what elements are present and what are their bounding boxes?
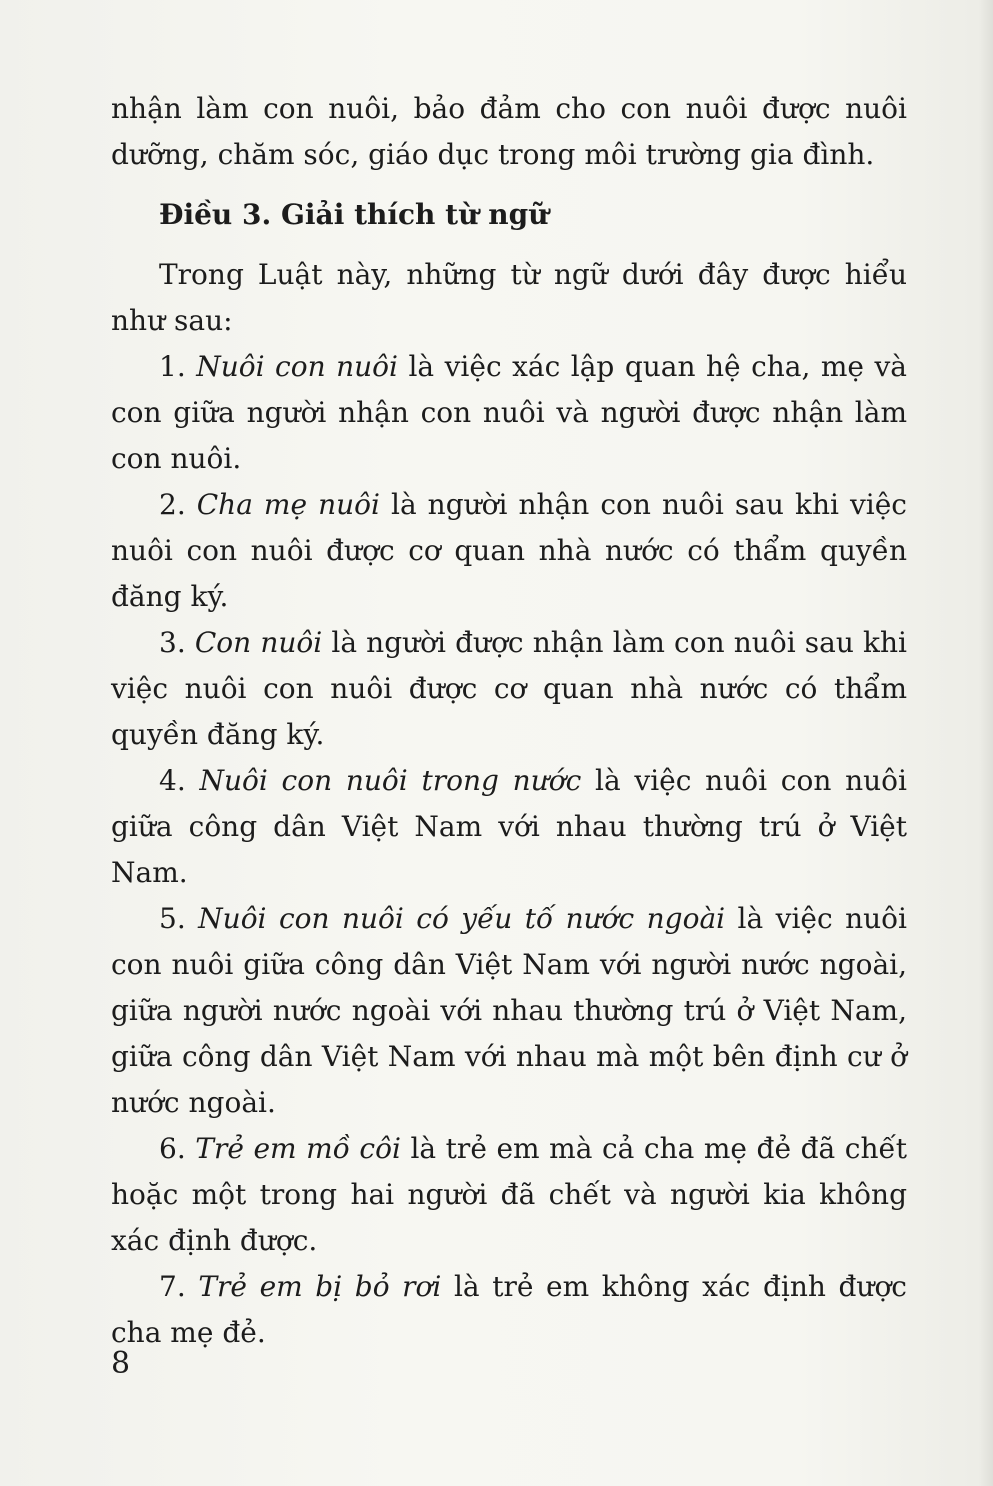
item-number: 4.	[159, 764, 200, 797]
definition-text: là người được nhận làm con nuôi sau khi việc nuôi con nuôi được cơ quan nhà nước có thẩm quyền đăng ký.	[111, 626, 908, 751]
definition-item	[111, 896, 907, 1126]
definition-item	[111, 1264, 907, 1356]
item-number: 3.	[159, 626, 195, 659]
defined-term: Cha mẹ nuôi	[196, 488, 380, 521]
defined-term: Trẻ em mồ côi	[195, 1132, 401, 1165]
definition-item	[111, 620, 907, 758]
defined-term: Trẻ em bị bỏ rơi	[198, 1270, 442, 1303]
definition-text: là trẻ em không xác định được cha mẹ đẻ.	[111, 1270, 907, 1349]
defined-term: Con nuôi	[194, 626, 323, 659]
definition-item	[111, 482, 907, 620]
defined-term: Nuôi con nuôi có yếu tố nước ngoài	[198, 902, 726, 935]
definition-item	[111, 344, 907, 482]
lead-paragraph: Trong Luật này, những từ ngữ dưới đây được hiểu như sau:	[111, 258, 907, 337]
definition-text: là người nhận con nuôi sau khi việc nuôi con nuôi được cơ quan nhà nước có thẩm quyền đăng ký.	[111, 488, 907, 613]
article-heading: Điều 3. Giải thích từ ngữ	[159, 198, 549, 231]
item-number: 5.	[159, 902, 199, 935]
item-number: 2.	[159, 488, 197, 521]
defined-term: Nuôi con nuôi	[196, 350, 398, 383]
page-number: 8	[111, 1346, 131, 1381]
page-edge-shadow	[979, 0, 993, 1486]
intro-paragraph: nhận làm con nuôi, bảo đảm cho con nuôi được nuôi dưỡng, chăm sóc, giáo dục trong môi trường gia đình.	[111, 92, 907, 171]
definition-text: là việc nuôi con nuôi giữa công dân Việt Nam với người nước ngoài, giữa người nước ngoài với nhau thường trú ở Việt Nam, giữa công dân Việt Nam với nhau mà một bên định cư ở nước ngoài.	[111, 902, 907, 1119]
item-number: 1.	[159, 350, 197, 383]
definition-text: là việc xác lập quan hệ cha, mẹ và con giữa người nhận con nuôi và người được nhận làm con nuôi.	[111, 350, 907, 475]
item-number: 6.	[159, 1132, 196, 1165]
definition-item	[111, 1126, 907, 1264]
defined-term: Nuôi con nuôi trong nước	[199, 764, 582, 797]
page-body	[111, 86, 907, 1356]
definition-text: là việc nuôi con nuôi giữa công dân Việt Nam với nhau thường trú ở Việt Nam.	[111, 764, 907, 889]
definition-text: là trẻ em mà cả cha mẹ đẻ đã chết hoặc một trong hai người đã chết và người kia không xác định được.	[111, 1132, 907, 1257]
item-number: 7.	[159, 1270, 199, 1303]
definition-item	[111, 758, 907, 896]
